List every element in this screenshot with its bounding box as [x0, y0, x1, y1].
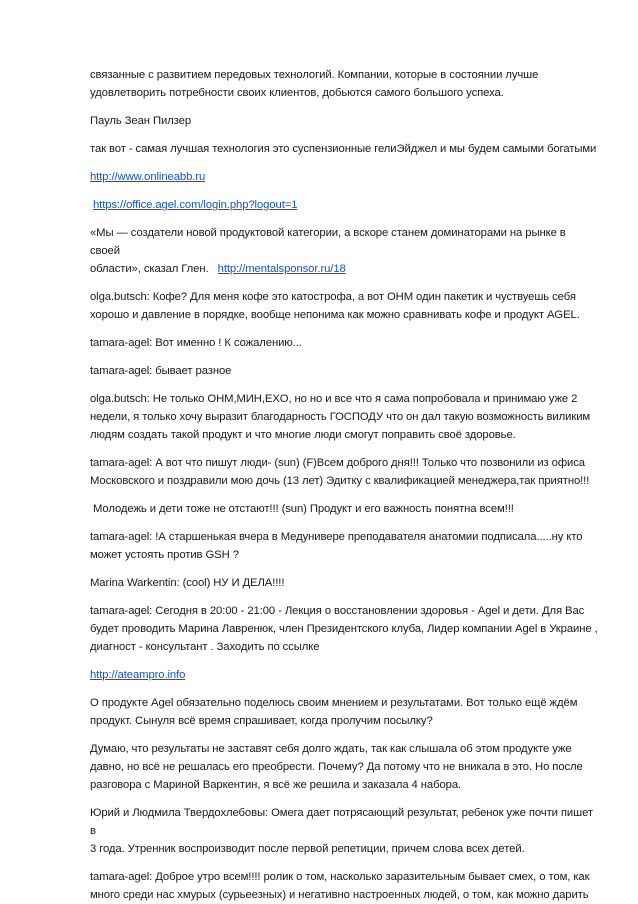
paragraph-tamara-meduniver: tamara-agel: !А старшенькая вчера в Медунивере преподавателя анатомии подписала.....ну кто может устоять против GSH ?: [90, 531, 583, 561]
link-onlineabb[interactable]: http://www.onlineabb.ru: [90, 171, 206, 183]
paragraph-tamara-exactly: tamara-agel: Вот именно ! К сожалению...: [90, 337, 302, 349]
paragraph-link-agel-office: [90, 196, 598, 214]
paragraph-olga-coffee: olga.butsch: Кофе? Для меня кофе это катострофа, а вот OHM один пакетик и чуствуешь себя хорошо и давление в порядке, вообще непонима как можно сравнивать кофе и продукт AGEL.: [90, 291, 580, 321]
link-mentalsponsor[interactable]: http://mentalsponsor.ru/18: [217, 263, 346, 275]
paragraph-technology: так вот - самая лучшая технология это суспензионные гелиЭйджел и мы будем самыми богатыми: [90, 143, 597, 155]
paragraph-agel-opinion: О продукте Agel обязательно поделюсь своим мнением и результатами. Вот только ещё ждём продукт. Сынуля всё время спрашивает, когда пролучим посылку?: [90, 697, 578, 727]
paragraph-olga-products: olga.butsch: Не только OHM,MИН,EXO, но но и все что я сама попробовала и принимаю уже 2 недели, я только хочу выразит благодарность ГОСПОДУ что он дал такую возможность виликим людям создать такой продукт и что многие люди смогут поправить своё здоровье.: [90, 393, 591, 441]
paragraph-tamara-lecture: tamara-agel: Сегодня в 20:00 - 21:00 - Лекция о восстановлении здоровья - Agel и дети. Для Вас будет проводить Марина Лавренюк, член Президентского клуба, Лидер компании Agel в Украине , диагност - консультант . Заходить по ссылке: [90, 605, 598, 653]
link-agel-office[interactable]: https://office.agel.com/login.php?logout=1: [93, 199, 298, 211]
link-ateampro[interactable]: http://ateampro.info: [90, 669, 186, 681]
paragraph-tamara-people-write: tamara-agel: А вот что пишут люди- (sun) (F)Всем доброго дня!!! Только что позвонили из офиса Московского и поздравили мою дочь (13 лет) Эдитку с квалификацией менеджера,так приятно!!!: [90, 457, 590, 487]
paragraph-link-ateampro: [90, 666, 598, 684]
paragraph-results: Думаю, что результаты не заставят себя долго ждать, так как слышала об этом продукте уже давно, но всё не решалась его преобрести. Почему? Да потому что не вникала в это. Но после разговора с Мариной Варкентин, я всё же решила и заказала 4 набора.: [90, 743, 583, 791]
paragraph-youth: Молодежь и дети тоже не отстают!!! (sun) Продукт и его важность понятна всем!!!: [93, 503, 514, 515]
paragraph-glen-quote: «Мы — создатели новой продуктовой категории, а вскоре станем доминаторами на рынке в своей области», сказал Глен. http://mentalsponsor.ru/18: [90, 227, 566, 275]
paragraph-author: Пауль Зеан Пилзер: [90, 115, 191, 127]
paragraph-omega: Юрий и Людмила Твердохлебовы: Омега дает потрясающий результат, ребенок уже почти пишет в 3 года. Утренник воспроизводит после первой репетиции, причем слова всех детей.: [90, 807, 593, 855]
paragraph-marina-cool: Marina Warkentin: (cool) НУ И ДЕЛА!!!!: [90, 577, 285, 589]
paragraph-intro: связанные с развитием передовых технологий. Компании, которые в состоянии лучше удовлетворить потребности своих клиентов, добьются самого большого успеха.: [90, 69, 539, 99]
paragraph-link-onlineabb: [90, 168, 598, 186]
paragraph-tamara-varies: tamara-agel: бывает разное: [90, 365, 232, 377]
paragraph-tamara-morning: tamara-agel: Доброе утро всем!!!! ролик о том, насколько заразительным бывает смех, о том, как много среди нас хмурых (сурьеезных) и негативно настроенных людей, о том, как можно дарить: [90, 871, 590, 901]
